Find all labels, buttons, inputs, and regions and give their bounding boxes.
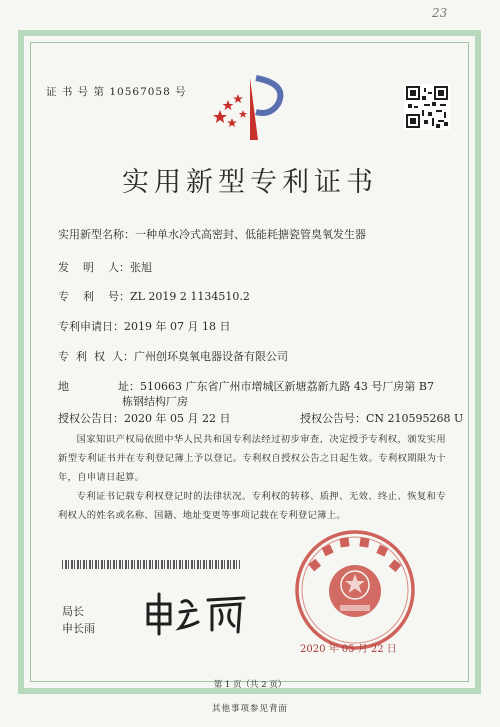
name-value: 一种单水冷式高密封、低能耗搪瓷管臭氧发生器: [135, 228, 366, 241]
footer-note: 其他事项参见背面: [211, 704, 288, 714]
patent-number-row: [58, 288, 250, 304]
qr-code: [404, 84, 450, 130]
publication-number-label: 授权公告号：: [300, 412, 366, 425]
grant-date-label: 授权公告日：: [58, 412, 124, 425]
director-name: 申长雨: [62, 622, 95, 635]
filing-date-value: 2019 年 07 月 18 日: [124, 320, 231, 333]
seal-date: 2020 年 05 月 22 日: [300, 644, 397, 655]
name-label: 实用新型名称：: [58, 228, 135, 241]
inventor-row: [58, 259, 152, 275]
patent-number-value: ZL 2019 2 1134510.2: [129, 290, 250, 303]
publication-number-row: [300, 410, 463, 426]
official-red-seal: [290, 525, 420, 655]
address-line-2: 栋钢结构厂房: [122, 395, 188, 408]
patent-office-logo: [206, 70, 296, 142]
patent-holder-label: 专 利 权 人：: [58, 350, 134, 363]
page-number: 第 1 页（共 2 页）: [213, 680, 287, 690]
publication-number-value: CN 210595268 U: [366, 412, 464, 425]
utility-model-name-row: [58, 226, 366, 242]
handwritten-signature: [140, 588, 260, 638]
filing-date-label: 专利申请日：: [58, 320, 124, 333]
address-label: 地 址：: [58, 380, 140, 393]
patent-number-label: 专 利 号：: [58, 290, 130, 303]
address-value: 510663 广东省广州市增城区新塘荔新九路 43 号厂房第 B7: [139, 380, 435, 393]
inventor-value: 张旭: [129, 261, 152, 274]
grant-date-row: [58, 410, 230, 426]
patent-holder-value: 广州创环臭氧电器设备有限公司: [133, 350, 288, 363]
director-title: 局长: [62, 605, 84, 618]
grant-statement: 国家知识产权局依照中华人民共和国专利法经过初步审查，决定授予专利权，颁发实用新型专利证书并在专利登记簿上予以登记。专利权自授权公告之日起生效。专利权期限为十年，自申请日起算。: [58, 434, 446, 483]
certificate-number: 证 书 号 第 10567058 号: [46, 86, 187, 98]
patent-holder-row: [58, 348, 288, 364]
handwritten-corner-note: 23: [432, 6, 448, 20]
registration-statement: 专利证书记载专利权登记时的法律状况。专利权的转移、质押、无效、终止、恢复和专利权人的姓名或名称、国籍、地址变更等事项记载在专利登记簿上。: [58, 491, 446, 521]
filing-date-row: [58, 318, 230, 334]
grant-date-value: 2020 年 05 月 22 日: [124, 412, 231, 425]
address-row: [58, 378, 434, 394]
certificate-title: 实用新型专利证书: [122, 167, 378, 198]
barcode: [62, 560, 240, 569]
inventor-label: 发 明 人：: [58, 261, 130, 274]
